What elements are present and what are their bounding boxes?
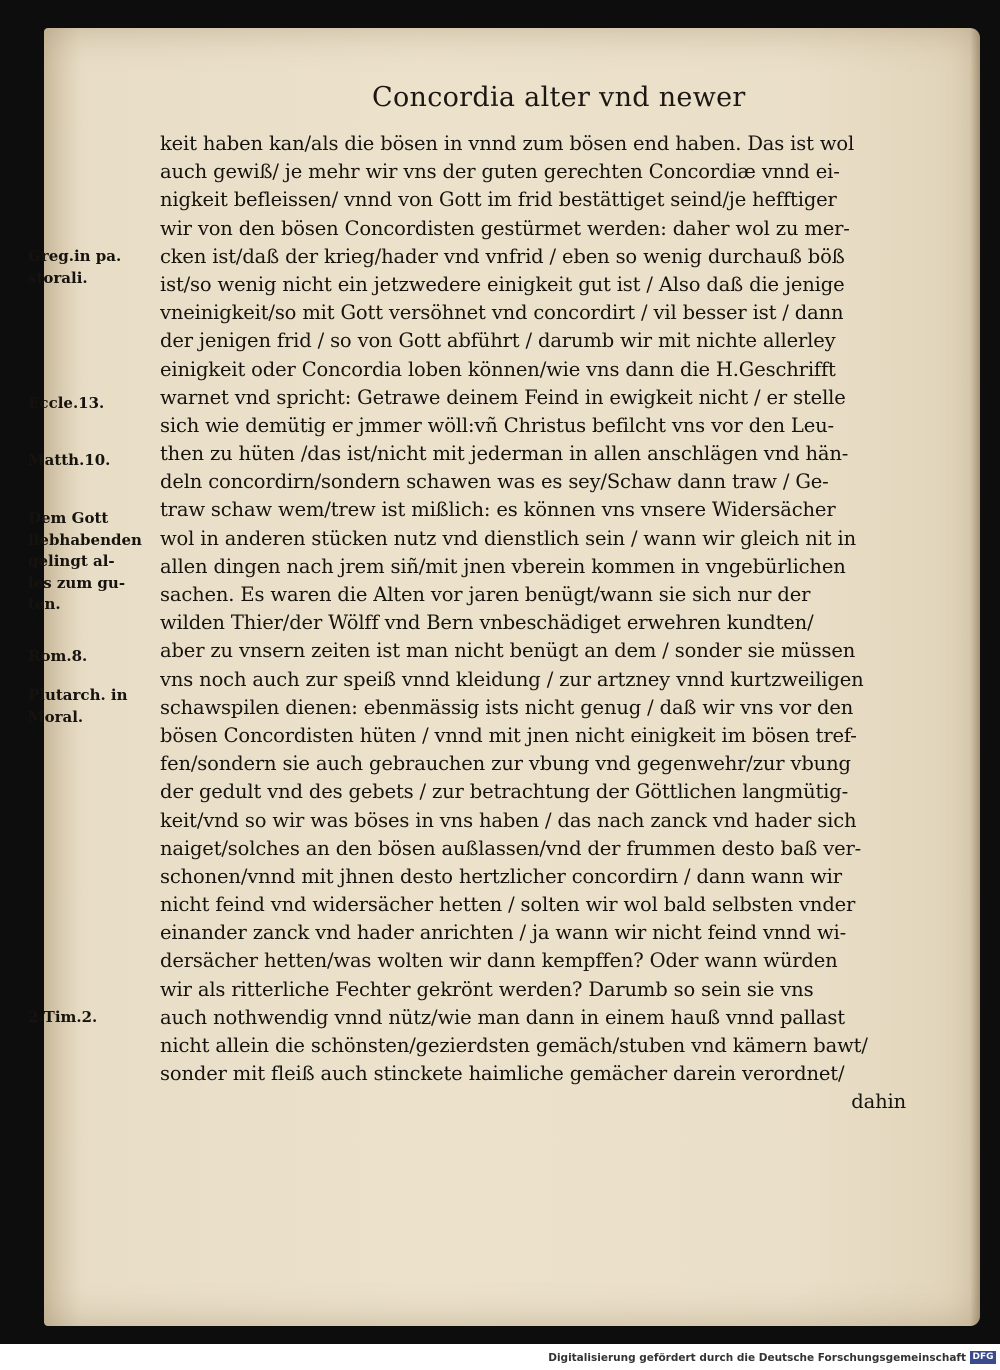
text-line: vns noch auch zur speiß vnnd kleidung / zur artzney vnnd kurtzweiligen xyxy=(160,667,864,691)
catchword: dahin xyxy=(851,1090,906,1114)
text-line: ist/so wenig nicht ein jetzwedere einigkeit gut ist / Also daß die jenige xyxy=(160,272,845,296)
text-line: wilden Thier/der Wölff vnd Bern vnbeschädiget erwehren kundten/ xyxy=(160,611,814,635)
text-line: dersächer hetten/was wolten wir dann kempffen? Oder wann würden xyxy=(160,949,838,973)
text-line: cken ist/daß der krieg/hader vnd vnfrid / eben so wenig durchauß böß xyxy=(160,244,845,268)
margin-note-matth: Matth.10. xyxy=(28,451,111,469)
margin-note-rom: Rom.8. xyxy=(28,647,88,665)
text-line: sachen. Es waren die Alten vor jaren benügt/wann sie sich nur der xyxy=(160,583,811,606)
page-edge-shadow xyxy=(970,28,980,1326)
text-line: keit/vnd so wir was böses in vns haben / das nach zanck vnd hader sich xyxy=(160,808,857,832)
body-text-block xyxy=(160,130,912,1117)
text-line: wir als ritterliche Fechter gekrönt werden? Darumb so sein sie vns xyxy=(160,977,814,1001)
text-line: keit haben kan/als die bösen in vnnd zum bösen end haben. Das ist wol xyxy=(160,132,855,155)
text-line: warnet vnd spricht: Getrawe deinem Feind in ewigkeit nicht / er stelle xyxy=(160,385,846,409)
running-head: Concordia alter vnd newer xyxy=(372,82,746,113)
text-line: nicht feind vnd widersächer hetten / solten wir wol bald selbsten vnder xyxy=(160,893,856,917)
text-line: sonder mit fleiß auch stinckete haimliche gemächer darein verordnet/ xyxy=(160,1062,845,1086)
text-line: sich wie demütig er jmmer wöll:vñ Christus befilcht vns vor den Leu- xyxy=(160,413,834,437)
text-line: auch gewiß/ je mehr wir vns der guten gerechten Concordiæ vnnd ei- xyxy=(160,160,840,184)
text-line: bösen Concordisten hüten / vnnd mit jnen nicht einigkeit im bösen tref- xyxy=(160,723,857,747)
dfg-logo: DFG xyxy=(970,1351,996,1364)
text-line: nigkeit befleissen/ vnnd von Gott im frid bestättiget seind/je hefftiger xyxy=(160,188,837,212)
text-line: schonen/vnnd mit jhnen desto hertzlicher concordirn / dann wann wir xyxy=(160,864,842,888)
margin-note-tim: 2.Tim.2. xyxy=(28,1008,98,1026)
text-line: der jenigen frid / so von Gott abführt / darumb wir mit nichte allerley xyxy=(160,329,836,353)
funding-credit: Digitalisierung gefördert durch die Deutsche Forschungsgemeinschaft xyxy=(548,1352,966,1364)
margin-note-eccle: Eccle.13. xyxy=(28,394,105,412)
text-line: fen/sondern sie auch gebrauchen zur vbung vnd gegenwehr/zur vbung xyxy=(160,752,851,776)
text-line: schawspilen dienen: ebenmässig ists nicht genug / daß wir vns vor den xyxy=(160,695,854,719)
text-line: wir von den bösen Concordisten gestürmet werden: daher wol zu mer- xyxy=(160,216,850,240)
text-line: naiget/solches an den bösen außlassen/vnd der frummen desto baß ver- xyxy=(160,836,862,860)
margin-note-plutarch: Plutarch. in Moral. xyxy=(28,686,128,726)
text-line: auch nothwendig vnnd nütz/wie man dann in einem hauß vnnd pallast xyxy=(160,1005,845,1029)
text-line: der gedult vnd des gebets / zur betrachtung der Göttlichen langmütig- xyxy=(160,780,849,804)
text-line: vneinigkeit/so mit Gott versöhnet vnd concordirt / vil besser ist / dann xyxy=(160,301,844,325)
text-line: deln concordirn/sondern schawen was es sey/Schaw dann traw / Ge- xyxy=(160,470,829,494)
text-line: allen dingen nach jrem siñ/mit jnen vberein kommen in vngebürlichen xyxy=(160,554,846,578)
text-line: wol in anderen stücken nutz vnd dienstlich sein / wann wir gleich nit in xyxy=(160,526,857,550)
text-line: aber zu vnsern zeiten ist man nicht benügt an dem / sonder sie müssen xyxy=(160,639,856,663)
text-line: einigkeit oder Concordia loben können/wie vns dann die H.Geschrifft xyxy=(160,357,836,381)
text-line: then zu hüten /das ist/nicht mit jederman in allen anschlägen vnd hän- xyxy=(160,442,849,466)
margin-note-gregorius: Greg.in pa. storali. xyxy=(28,247,122,287)
text-line: einander zanck vnd hader anrichten / ja wann wir nicht feind vnnd wi- xyxy=(160,921,847,945)
text-line: traw schaw wem/trew ist mißlich: es können vns vnsere Widersächer xyxy=(160,498,836,522)
text-line: nicht allein die schönsten/gezierdsten gemäch/stuben vnd kämern bawt/ xyxy=(160,1034,868,1057)
margin-note-dem-gott: Dem Gott liebhabenden gelingt al- les zum gu- ten. xyxy=(28,509,142,613)
